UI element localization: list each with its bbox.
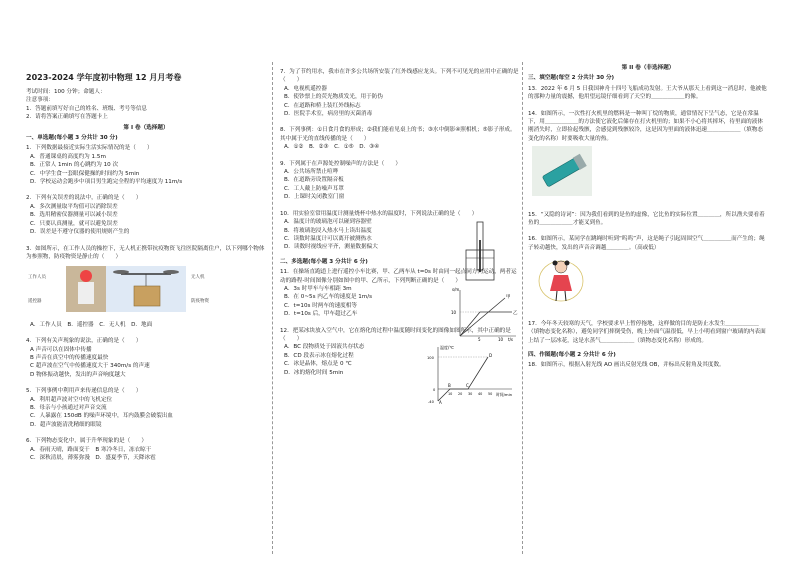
question-stem: 8．下列事例：①日食月食的形成；②我们能看见桌上的书；③水中倒影④照相机；⑤影子形成。其中属于光的直线传播的是（ ） bbox=[280, 127, 516, 142]
series-label-yi: 乙 bbox=[513, 311, 518, 317]
hair-bun bbox=[553, 261, 558, 266]
option: C．中学生食一套眼保健操的时间约为 5min bbox=[30, 170, 140, 177]
column-3 bbox=[528, 62, 768, 370]
lighter-figure bbox=[532, 146, 592, 196]
question-stem: 2．下列有关误差的说法中，正确的是（ ） bbox=[26, 195, 142, 202]
x-axis-label: 时间/min bbox=[496, 391, 513, 397]
part-2-heading: 第 II 卷（非选择题） bbox=[621, 65, 675, 71]
jump-rope-girl-figure bbox=[536, 255, 586, 305]
option: C．深秋清晨，薄雾弥漫 D．盛夏季节，天降冰雹 bbox=[30, 455, 156, 461]
tick-label: -40 bbox=[428, 399, 434, 404]
option: A．普通课桌的高度约为 1.5m bbox=[30, 153, 106, 160]
option: B．母亲与小孩通过对声音交流 bbox=[30, 404, 107, 411]
question-2 bbox=[26, 194, 266, 236]
figure-label: 遥控器 bbox=[28, 299, 42, 305]
point-label: D bbox=[489, 352, 493, 358]
option: B．CD 段表示冰在熔化过程 bbox=[284, 352, 354, 359]
column-divider-2 bbox=[522, 62, 523, 554]
question-stem: 4．下列有关声现象的说法，正确的是（ ） bbox=[26, 338, 142, 345]
question-4 bbox=[26, 337, 266, 379]
question-10 bbox=[280, 210, 520, 252]
girl-leg bbox=[556, 291, 557, 301]
girl-dress bbox=[550, 275, 572, 291]
option: C 超声波在空气中传播速度大于 340m/s 的声速 bbox=[30, 363, 150, 370]
option: C．在道路和桥上装红外线标志 bbox=[284, 102, 361, 109]
column-divider-1 bbox=[272, 62, 273, 554]
question-7 bbox=[280, 68, 520, 118]
point-label: C bbox=[466, 382, 469, 388]
worker-body bbox=[78, 282, 94, 304]
option: B．将玻璃泡浸入热水马上读出温度 bbox=[284, 227, 372, 234]
tick-label: 20 bbox=[458, 391, 463, 396]
tick-label: 100 bbox=[427, 355, 434, 360]
section-3-heading: 三、填空题(每空 2 分共计 30 分) bbox=[528, 75, 615, 82]
question-6 bbox=[26, 437, 266, 462]
option: A．3s 时甲车与车相距 3m bbox=[284, 285, 352, 292]
question-stem: 9．下列属于在声源处控制噪声的方法是（ ） bbox=[280, 160, 402, 167]
question-stem: 6．下列物态变化中，属于升华现象的是（ ） bbox=[26, 438, 148, 445]
option: A．温度计的玻璃泡可以碰到容器壁 bbox=[284, 219, 372, 226]
question-1 bbox=[26, 144, 266, 186]
rotor bbox=[113, 270, 129, 274]
hair-bun bbox=[565, 261, 570, 266]
options-line: A．工作人员 B．遥控器 C．无人机 D．地面 bbox=[30, 321, 153, 328]
question-16 bbox=[528, 235, 768, 311]
option: B．在道路旁设置隔音板 bbox=[284, 177, 344, 184]
column-2 bbox=[280, 66, 520, 405]
option: B 声音在真空中的传播速度最快 bbox=[30, 354, 109, 361]
option: D．超声波能清洗精细的眼镜 bbox=[30, 421, 102, 428]
figure-label: 无人机 bbox=[191, 275, 205, 281]
tick-label: 10 bbox=[498, 337, 504, 343]
tick-label: 40 bbox=[478, 391, 483, 396]
option: D．冰的熔化时间 5min bbox=[284, 369, 344, 376]
option: C．读数时温度计可以离开被测热水 bbox=[284, 235, 372, 242]
rotor bbox=[163, 270, 179, 274]
tick-label: 10 bbox=[451, 310, 457, 316]
note-1: 1．答题前填写好自己的姓名、班级、考号等信息 bbox=[26, 105, 148, 112]
girl-leg bbox=[565, 291, 566, 301]
option: D．读数时视线应平齐，测量数据偏大 bbox=[284, 244, 378, 251]
exam-title: 2023-2024 学年度初中物理 12 月月考卷 bbox=[26, 73, 182, 82]
worker-head bbox=[80, 270, 92, 282]
question-stem: 16．如图所示，某同学在跳绳时听到“呜呜”声，这是绳子引起周围空气＿＿＿＿＿而产生的；绳子转动越快，发出的声音音调越＿＿＿＿。（高或低） bbox=[528, 236, 765, 251]
option: D．t=10s 后，甲车超过乙车 bbox=[284, 311, 358, 318]
question-14 bbox=[528, 110, 768, 203]
question-18: 18．如图所示，根据入射光线 AO 画出反射光线 OB，并标出反射角及其度数。 bbox=[528, 362, 725, 369]
question-stem: 14．如图所示，一次性打火机里的燃料是一种叫丁烷的物质，通常情况下呈气态，它是在常温下，用＿＿＿＿＿＿的方法使它液化后储存在打火机里的；如果不小心将其摔坏，待里面的液体刚消失时，立即捡起残骸，会感觉到残骸较冷，这是因为里面的液体迅速＿＿＿＿＿＿（填物态变化的名称）时要吸收大量的热。 bbox=[528, 110, 763, 142]
tick-label: 10 bbox=[448, 391, 453, 396]
question-stem: 12．把某冰块放入空气中，它在熔化的过程中温度随时间变化的图像如图所示，其中正确的是（ ） bbox=[280, 327, 511, 342]
question-stem: 5．下列事例中利用声来传递信息的是（ ） bbox=[26, 388, 142, 395]
option: D．医院手术室，病房里的灭菌消毒 bbox=[284, 111, 373, 118]
note-2: 2．请将答案正确填写在答题卡上 bbox=[26, 114, 108, 121]
x-axis-label: t/s bbox=[508, 337, 513, 343]
question-13: 13．2022 年 6 月 5 日我国神舟十四号飞船成功发射。王大爷从那天上看到这一消息时，他被他的那种力量的震撼，他用望远镜仔细看到了天空的＿＿＿＿＿＿的像。 bbox=[528, 85, 767, 101]
option: A．多次测量取平均值可以消除误差 bbox=[30, 203, 118, 210]
tick-label: 0 bbox=[433, 387, 436, 392]
drone-delivery-figure bbox=[26, 264, 226, 314]
tick-label: 5 bbox=[478, 337, 481, 343]
tick-label: 50 bbox=[488, 391, 493, 396]
question-15: 15．“又隐的诗词”：因为我们看到的是鱼的虚像，它比鱼的实际位置＿＿＿＿，所以渔夫要看着鱼的＿＿＿＿＿＿才能叉到鱼。 bbox=[528, 211, 765, 227]
question-3 bbox=[26, 245, 266, 330]
question-stem: 11．在操场直跑道上进行遥控小车比赛，甲、乙两车从 t=0s 时由同一起点同方向运动，两者运动的路程-时间图像分别如图中的甲、乙所示，下列判断正确的是（ ） bbox=[280, 269, 517, 284]
question-17: 17．今年冬天较寒的天气，学校要求早上暂停拖地，这样做的目的是防止水发生＿＿＿＿＿＿（填物态变化名称），避免同学们摔倒受伤，晚上外面气温很低，早上小明看到窗户玻璃的内表面上结了一层冰花，这是水蒸气＿＿＿＿＿＿（填物态变化名称）形成的。 bbox=[528, 320, 766, 344]
option: B．选用精密仪器测量可以减小误差 bbox=[30, 212, 118, 219]
point-label: A bbox=[439, 399, 442, 405]
section-1-heading: 一、单选题(每小题 3 分共计 30 分) bbox=[26, 135, 118, 142]
question-12 bbox=[280, 327, 520, 405]
option: A．电视机遥控器 bbox=[284, 85, 327, 92]
question-5 bbox=[26, 387, 266, 429]
y-axis-label: s/m bbox=[452, 287, 460, 293]
options-line: A．①② B．②③ C．①⑤ D．③④ bbox=[284, 144, 380, 151]
option: A 声音可以在固体中传播 bbox=[30, 346, 92, 353]
option: B．使钞票上的荧光物质发光，用于防伪 bbox=[284, 94, 383, 101]
column-1 bbox=[26, 62, 266, 462]
option: D．上课时关闭教室门窗 bbox=[284, 194, 345, 201]
option: A．春雨天晴，路面变干 B 寒冷冬日，冻衣晾干 bbox=[30, 446, 152, 453]
option: C．t=10s 时两车的速度相等 bbox=[284, 302, 357, 309]
question-stem: 3．如图所示，在工作人员的操控下，无人机正携带抗疫物资飞往医院隔离住户，以下列哪个物体为参照物，防疫物资是静止的（ ） bbox=[26, 245, 265, 260]
y-axis-label: 温度/℃ bbox=[440, 344, 454, 350]
supply-box bbox=[134, 286, 160, 306]
option: D．学校运动会跑步中项目男生跑完全程的平均速度为 11m/s bbox=[30, 179, 183, 186]
section-4-heading: 四、作图题(每小题 2 分共计 6 分) bbox=[528, 351, 616, 358]
option: A．利用超声波对空中的飞机定位 bbox=[30, 396, 113, 403]
option: C．冰是晶体，熔点是 0 ℃ bbox=[284, 361, 352, 368]
option: B．在 0~5s 内乙车的速度是 1m/s bbox=[284, 294, 373, 301]
question-8 bbox=[280, 126, 520, 151]
question-stem: 1．下列数据最接近实际生活实际情况的是（ ） bbox=[26, 145, 153, 152]
point-label: B bbox=[448, 382, 451, 388]
option: D．误差是不遵守仪器的使用规则产生的 bbox=[30, 229, 130, 236]
notes-title: 注意事项： bbox=[26, 97, 54, 104]
question-9 bbox=[280, 160, 520, 202]
question-stem: 10．用实验室常用温度计测量烧杯中热水的温度时，下列说法正确的是（ ） bbox=[280, 210, 478, 217]
exam-info: 考试时间：100 分钟；命题人： bbox=[26, 89, 106, 95]
series-label-jia: 甲 bbox=[506, 295, 511, 301]
part-1-heading: 第 I 卷（选择题） bbox=[123, 124, 169, 131]
option: B．正常人 1min 的心跳约为 10 次 bbox=[30, 162, 119, 169]
melting-curve-graph bbox=[426, 343, 516, 405]
tick-label: 30 bbox=[468, 391, 473, 396]
option: C．工人戴上防噪声耳罩 bbox=[284, 185, 344, 192]
option: A．公共场所禁止喧哗 bbox=[284, 169, 339, 176]
figure-label: 防疫物资 bbox=[191, 299, 209, 305]
option: A．BC 段物质处于固液共存状态 bbox=[284, 344, 365, 351]
figure-label: 工作人员 bbox=[28, 275, 46, 281]
question-stem: 7．为了节约用水，我市在许多公共场所安装了红外线感应龙头。下列不可见光的应用中正确的是（ ） bbox=[280, 69, 519, 84]
option: D 物体振动越快，发出的声音响度越大 bbox=[30, 371, 126, 378]
option: C．只要认真测量，就可以避免误差 bbox=[30, 220, 118, 227]
section-2-heading: 二、多选题(每小题 3 分共计 6 分) bbox=[280, 258, 368, 265]
option: C．人暴露在 150dB 的噪声环境中，耳内鼓膜会破裂出血 bbox=[30, 413, 173, 420]
